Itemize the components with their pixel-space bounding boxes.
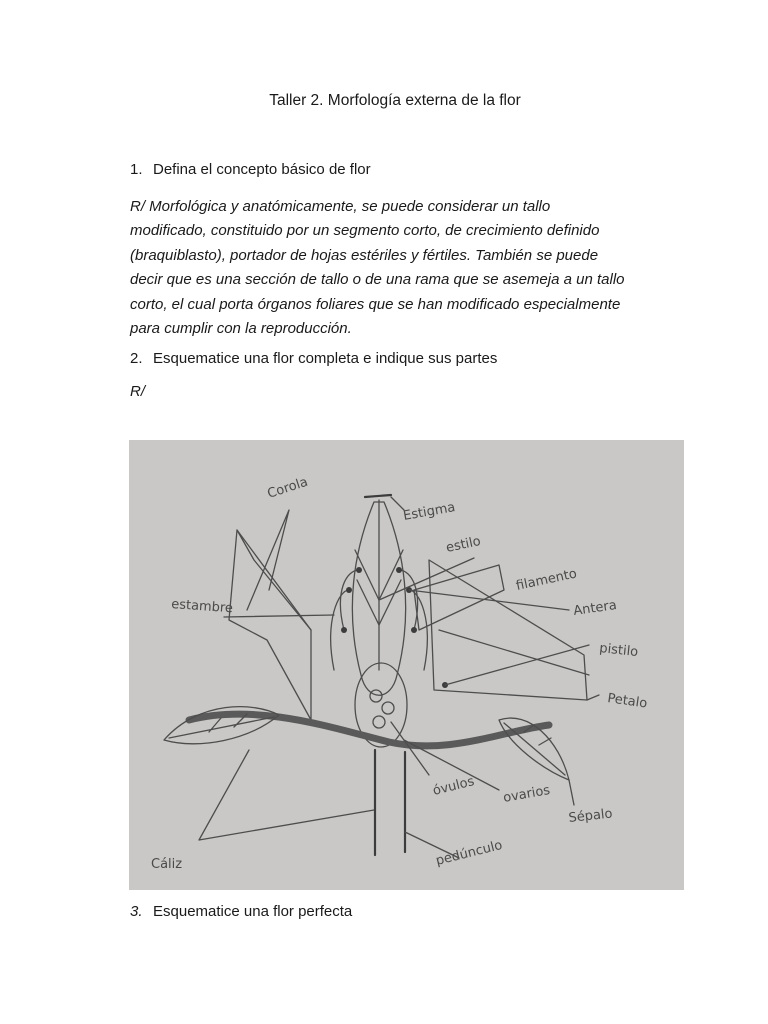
- anther: [356, 567, 362, 573]
- leader-pistilo: [445, 645, 589, 685]
- question-1: [130, 161, 371, 178]
- ovule: [370, 690, 382, 702]
- answer-2-prefix: R/: [130, 383, 145, 400]
- question-number: 2.: [130, 350, 143, 367]
- label-estilo: estilo: [444, 533, 483, 556]
- answer-line: (braquiblasto), portador de hojas estériles y fértiles. También se puede: [130, 246, 599, 264]
- question-2: [130, 350, 497, 367]
- label-petalo: Petalo: [606, 691, 649, 712]
- calyx-outline: [199, 750, 374, 840]
- question-text: Defina el concepto básico de flor: [153, 161, 371, 178]
- petal-left: [229, 530, 311, 720]
- question-number: 3.: [130, 903, 143, 920]
- answer-line: para cumplir con la reproducción.: [130, 320, 352, 338]
- leader-sepalo: [569, 780, 574, 805]
- answer-line: decir que es una sección de tallo o de una rama que se asemeja a un tallo: [130, 271, 625, 289]
- leader-estambre: [224, 615, 334, 617]
- leader-antera: [409, 590, 569, 610]
- label-caliz: Cáliz: [151, 857, 183, 872]
- label-pistilo: pistilo: [598, 641, 639, 661]
- label-pedunculo: pedúnculo: [434, 837, 504, 869]
- label-ovarios: ovarios: [502, 782, 552, 806]
- flower-drawing-photo: [129, 440, 684, 890]
- label-estambre: estambre: [170, 597, 234, 617]
- label-antera: Antera: [572, 598, 618, 619]
- label-estigma: Estigma: [402, 500, 457, 524]
- label-ovulos: óvulos: [431, 774, 476, 799]
- anther: [396, 567, 402, 573]
- petal-right-vein: [439, 630, 589, 675]
- label-corola: Corola: [265, 474, 310, 502]
- answer-1: [130, 195, 670, 341]
- question-number: 1.: [130, 161, 143, 178]
- flower-sketch: [129, 440, 684, 890]
- question-text: Esquematice una flor completa e indique sus partes: [153, 350, 498, 367]
- answer-line: modificado, constituido por un segmento corto, de crecimiento definido: [130, 222, 600, 240]
- stigma-mark: [365, 495, 391, 497]
- anther: [411, 627, 417, 633]
- anther: [346, 587, 352, 593]
- label-sepalo: Sépalo: [567, 806, 614, 826]
- question-text: Esquematice una flor perfecta: [153, 903, 353, 920]
- answer-line: R/ Morfológica y anatómicamente, se puede considerar un tallo: [130, 198, 551, 215]
- peduncle: [375, 750, 405, 855]
- page-title: Taller 2. Morfología externa de la flor: [269, 92, 521, 109]
- question-3: [130, 903, 352, 920]
- label-filamento: filamento: [514, 566, 579, 594]
- answer-line: corto, el cual porta órganos foliares que se han modificado especialmente: [130, 295, 621, 313]
- anther: [341, 627, 347, 633]
- ovule: [373, 716, 385, 728]
- leader-estigma: [391, 497, 404, 510]
- leader-petalo: [587, 695, 599, 700]
- ovule: [382, 702, 394, 714]
